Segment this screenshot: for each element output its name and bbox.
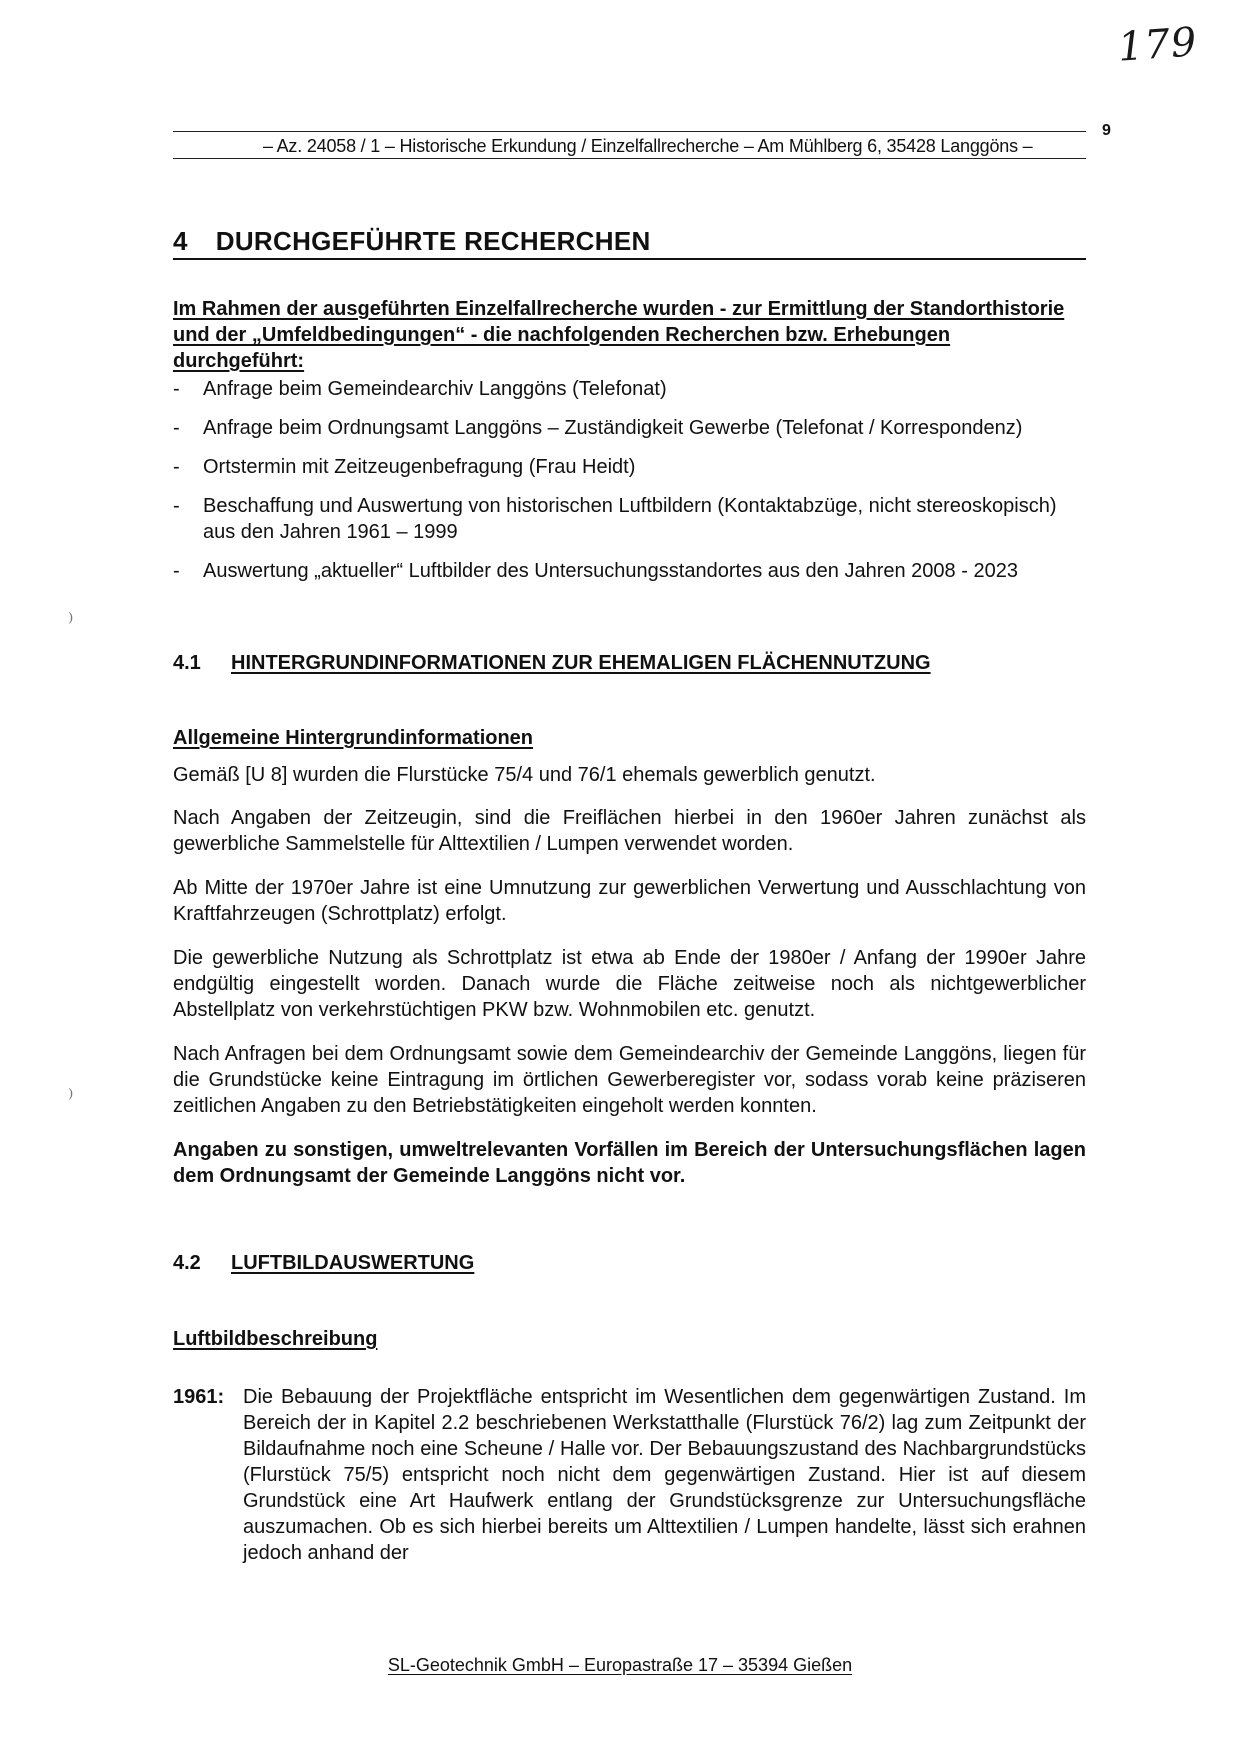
section-4-2-heading <box>173 1252 474 1275</box>
bold-paragraph: Angaben zu sonstigen, umweltrelevanten Vorfällen im Bereich der Untersuchungsflächen lagen dem Ordnungsamt der Gemeinde Langgöns nicht vor. <box>173 1139 1086 1187</box>
document-reference: – Az. 24058 / 1 – Historische Erkundung / Einzelfallrecherche – Am Mühlberg 6, 35428 Langgöns – <box>263 136 1033 156</box>
header-rule-bottom <box>173 158 1086 159</box>
entry-text: Die Bebauung der Projektfläche entspricht im Wesentlichen dem gegenwärtigen Zustand. Im Bereich der in Kapitel 2.2 beschriebenen Werkstatthalle (Flurstück 76/2) lag zum Zeitpunkt der Bildaufnahme noch eine Scheune / Halle vor. Der Bebauungszustand des Nachbargrundstücks (Flurstück 75/5) entspricht noch nicht dem gegenwärtigen Zustand. Hier ist auf diesem Grundstück eine Art Haufwerk entlang der Grundstücksgrenze zur Untersuchungsfläche auszumachen. Ob es sich hierbei bereits um Alttextilien / Lumpen handelte, lässt sich erahnen jedoch anhand der <box>243 1386 1086 1564</box>
section-4-1-subheading: Allgemeine Hintergrundinformationen <box>173 727 534 749</box>
paragraph: Nach Anfragen bei dem Ordnungsamt sowie dem Gemeindearchiv der Gemeinde Langgöns, liegen für die Grundstücke keine Eintragung im örtlichen Gewerberegister vor, sodass vorab keine präziseren zeitlichen Angaben zu den Betriebstätigkeiten eingeholt werden konnten. <box>173 1043 1086 1117</box>
section-4-number: 4 <box>173 226 188 256</box>
bullet-marker: - <box>173 378 180 400</box>
section-4-2-number: 4.2 <box>173 1252 201 1274</box>
list-item: - Anfrage beim Ordnungsamt Langgöns – Zuständigkeit Gewerbe (Telefonat / Korrespondenz) <box>173 417 1023 439</box>
margin-mark: ⁾ <box>68 610 74 635</box>
entry-year: 1961: <box>173 1386 225 1408</box>
section-4-heading <box>173 226 651 257</box>
section-4-2-subheading: Luftbildbeschreibung <box>173 1328 378 1350</box>
page-number: 9 <box>1102 122 1111 139</box>
list-item: - Anfrage beim Gemeindearchiv Langgöns (Telefonat) <box>173 378 667 400</box>
section-4-1-title: HINTERGRUNDINFORMATIONEN ZUR EHEMALIGEN FLÄCHENNUTZUNG <box>231 652 931 674</box>
list-item: - Auswertung „aktueller“ Luftbilder des Untersuchungsstandortes aus den Jahren 2008 - 2023 <box>173 560 1018 582</box>
aerial-photo-entry <box>173 1384 1086 1566</box>
footer-address: SL-Geotechnik GmbH – Europastraße 17 – 35394 Gießen <box>387 1655 853 1675</box>
list-item: - Beschaffung und Auswertung von historischen Luftbildern (Kontaktabzüge, nicht stereoskopisch) aus den Jahren 1961 – 1999 <box>173 495 1057 543</box>
handwritten-page-number: 179 <box>1116 19 1199 71</box>
research-list <box>173 376 1086 597</box>
paragraph: Die gewerbliche Nutzung als Schrottplatz ist etwa ab Ende der 1980er / Anfang der 1990er Jahre endgültig eingestellt worden. Danach wurde die Fläche zeitweise noch als nichtgewerblicher Abstellplatz von verkehrstüchtigen PKW bzw. Wohnmobilen etc. genutzt. <box>173 947 1086 1021</box>
section-4-1-number: 4.1 <box>173 652 201 674</box>
section-4-title: DURCHGEFÜHRTE RECHERCHEN <box>215 226 651 256</box>
header-rule-top <box>173 131 1086 132</box>
margin-mark: ⁾ <box>68 1086 74 1111</box>
paragraph: Ab Mitte der 1970er Jahre ist eine Umnutzung zur gewerblichen Verwertung und Ausschlachtung von Kraftfahrzeugen (Schrottplatz) erfolgt. <box>173 877 1086 925</box>
paragraph: Gemäß [U 8] wurden die Flurstücke 75/4 und 76/1 ehemals gewerblich genutzt. <box>173 764 876 786</box>
section-4-rule <box>173 258 1086 260</box>
section-4-2-title: LUFTBILDAUSWERTUNG <box>231 1252 475 1274</box>
bullet-marker: - <box>173 495 180 517</box>
bullet-marker: - <box>173 456 180 478</box>
paragraph: Nach Angaben der Zeitzeugin, sind die Freiflächen hierbei in den 1960er Jahren zunächst als gewerbliche Sammelstelle für Alttextilien / Lumpen verwendet worden. <box>173 807 1086 855</box>
section-4-intro: Im Rahmen der ausgeführten Einzelfallrecherche wurden - zur Ermittlung der Standorthistorie und der „Umfeldbedingungen“ - die nachfolgenden Recherchen bzw. Erhebungen durchgeführt: <box>173 298 1065 372</box>
list-item: - Ortstermin mit Zeitzeugenbefragung (Frau Heidt) <box>173 456 636 478</box>
bullet-marker: - <box>173 560 180 582</box>
section-4-1-heading <box>173 652 931 675</box>
bullet-marker: - <box>173 417 180 439</box>
